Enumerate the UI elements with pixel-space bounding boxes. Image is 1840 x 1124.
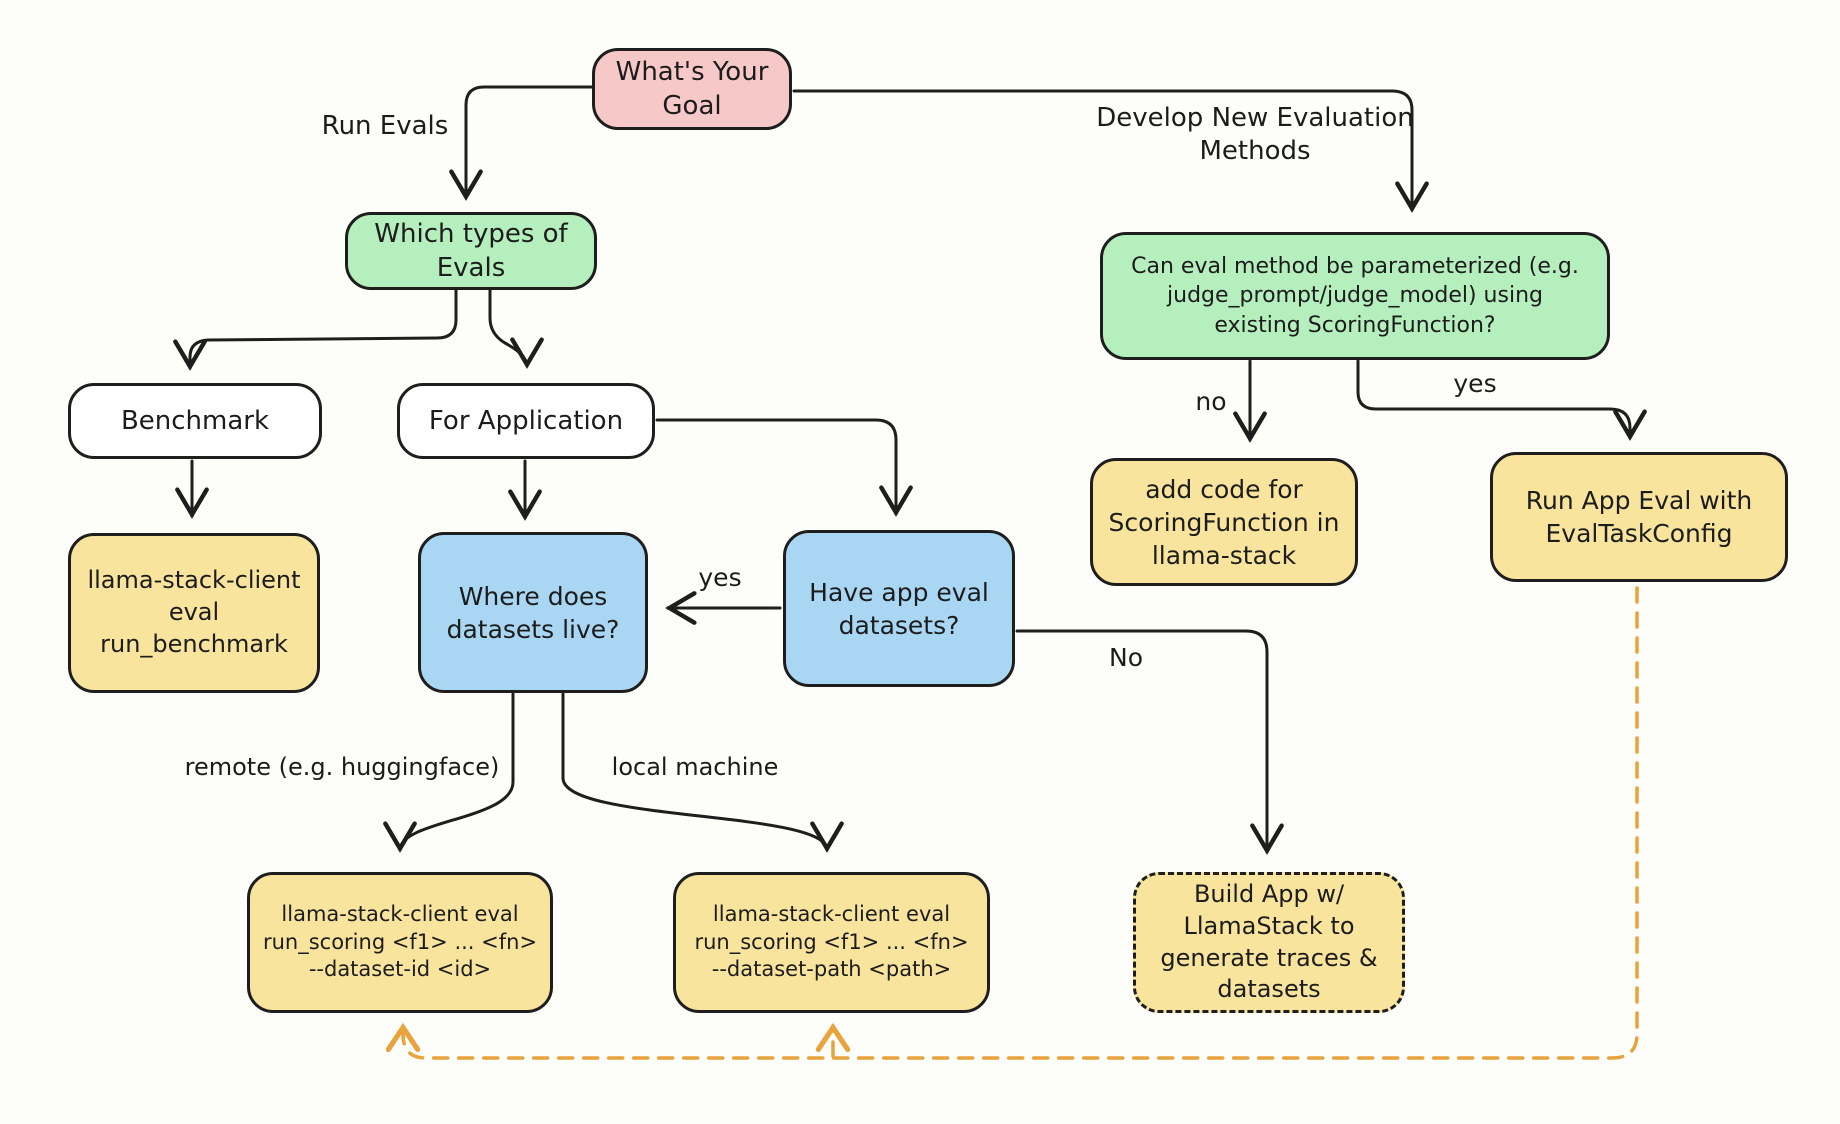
node-run-benchmark-command xyxy=(68,533,320,693)
node-label: Can eval method be parameterized (e.g. xyxy=(1131,254,1579,280)
node-label: What's Your xyxy=(615,56,769,87)
edge-label-yes-have-datasets: yes xyxy=(698,563,742,592)
node-have-app-eval-datasets xyxy=(783,530,1015,687)
node-run-scoring-dataset-path xyxy=(673,872,990,1013)
node-label: existing ScoringFunction? xyxy=(1214,312,1496,338)
node-label: LlamaStack to xyxy=(1183,911,1355,940)
edge-for-application-to-have-datasets xyxy=(657,420,896,514)
node-label: datasets live? xyxy=(446,614,620,644)
node-add-code-for-scoringfunction xyxy=(1090,458,1358,586)
edge-label-remote-huggingface: remote (e.g. huggingface) xyxy=(184,753,500,781)
node-label: Run App Eval with xyxy=(1525,486,1753,515)
node-run-app-eval-with-evaltaskconfig xyxy=(1490,452,1788,582)
node-label: --dataset-id <id> xyxy=(308,957,492,982)
node-whats-your-goal xyxy=(592,48,792,130)
edge-goal-to-which-types xyxy=(466,87,592,198)
edge-label-run-evals: Run Evals xyxy=(321,111,449,141)
edge-label-develop-new-evaluation-methods: Develop New Evaluation Methods xyxy=(1096,103,1414,166)
node-which-types-of-evals xyxy=(345,212,597,290)
node-label: Where does xyxy=(458,581,608,611)
node-label: ScoringFunction in xyxy=(1108,507,1340,537)
node-label: run_scoring <f1> ... <fn> xyxy=(262,929,538,954)
node-label: llama-stack-client xyxy=(87,566,301,595)
edge-which-types-to-benchmark xyxy=(190,290,456,368)
node-run-scoring-dataset-id xyxy=(247,872,553,1013)
edge-label-no-have-datasets: No xyxy=(1109,643,1143,672)
node-label: Have app eval xyxy=(809,577,989,607)
edge-which-types-to-for-application xyxy=(490,290,527,366)
node-label: eval run_benchmark xyxy=(100,598,288,658)
node-label: --dataset-path <path> xyxy=(711,957,952,982)
node-label: Benchmark xyxy=(120,405,270,436)
edge-label-yes-param: yes xyxy=(1453,369,1497,398)
edge-label-no-param: no xyxy=(1195,387,1227,416)
node-label: llama-stack-client eval xyxy=(712,901,951,926)
node-for-application xyxy=(397,383,655,459)
node-label: run_scoring <f1> ... <fn> xyxy=(694,929,969,954)
node-can-eval-method-be-parameterized xyxy=(1100,232,1610,360)
node-label: Goal xyxy=(662,91,722,121)
node-label: Which types of xyxy=(374,218,568,249)
node-label: llama-stack xyxy=(1151,540,1297,570)
node-label: datasets? xyxy=(838,610,960,640)
edge-label-local-machine: local machine xyxy=(611,753,779,781)
node-label: llama-stack-client eval xyxy=(281,901,519,926)
node-label: datasets xyxy=(1217,975,1321,1004)
node-where-does-datasets-live xyxy=(418,532,648,693)
node-build-app-with-llamastack xyxy=(1133,872,1405,1013)
node-label: Build App w/ xyxy=(1193,880,1345,909)
node-label: For Application xyxy=(428,405,624,436)
node-label: judge_prompt/judge_model) using xyxy=(1167,283,1543,309)
node-label: add code for xyxy=(1145,474,1303,504)
node-label: generate traces & xyxy=(1160,943,1378,972)
node-label: Evals xyxy=(436,253,506,283)
node-benchmark xyxy=(68,383,322,459)
node-label: EvalTaskConfig xyxy=(1545,519,1733,548)
